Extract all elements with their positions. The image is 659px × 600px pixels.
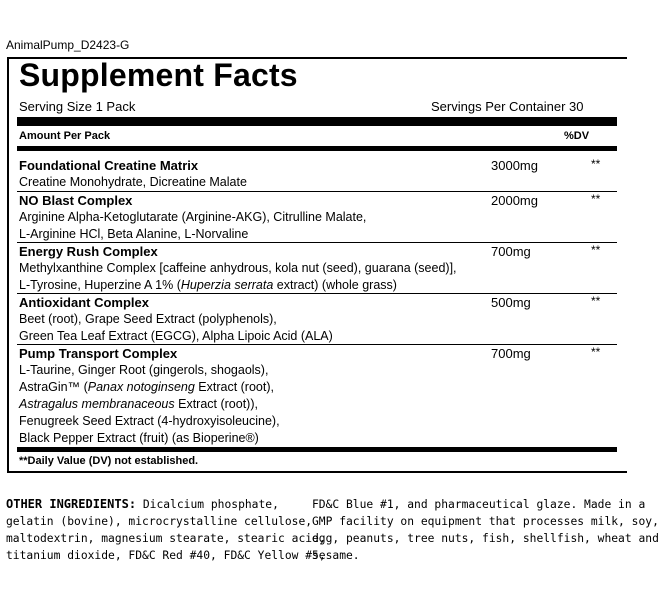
supplement-facts-panel xyxy=(7,57,627,473)
ingredients-text: sesame. xyxy=(312,549,360,562)
ingredients-text: gelatin (bovine), microcrystalline cellulose, xyxy=(6,515,313,528)
nutrient-amount: 700mg xyxy=(491,346,531,361)
botanical-name: Panax notoginseng xyxy=(87,380,195,394)
nutrient-row-no-blast xyxy=(17,191,617,242)
nutrient-ingredients: Fenugreek Seed Extract (4-hydroxyisoleucine), xyxy=(19,414,280,428)
footnote: **Daily Value (DV) not established. xyxy=(19,455,199,467)
nutrient-dv: ** xyxy=(591,157,601,171)
nutrient-amount: 2000mg xyxy=(491,193,538,208)
serving-size: Serving Size 1 Pack xyxy=(19,99,136,114)
nutrient-dv: ** xyxy=(591,192,601,206)
servings-per-container: Servings Per Container 30 xyxy=(431,99,584,114)
nutrient-row-pump-transport xyxy=(17,344,617,445)
nutrient-ingredients: Green Tea Leaf Extract (EGCG), Alpha Lipoic Acid (ALA) xyxy=(19,329,333,343)
nutrient-ingredients: Methylxanthine Complex [caffeine anhydrous, kola nut (seed), guarana (seed)], xyxy=(19,261,457,275)
dv-header: %DV xyxy=(564,130,590,142)
thick-divider xyxy=(17,117,617,126)
botanical-name: Astragalus membranaceous xyxy=(19,397,175,411)
product-code: AnimalPump_D2423-G xyxy=(6,38,130,52)
other-ingredients-label: OTHER INGREDIENTS: xyxy=(6,497,137,511)
ingredients-text: Dicalcium phosphate, xyxy=(136,498,279,511)
ingredients-text: FD&C Blue #1, and pharmaceutical glaze. Made in a xyxy=(312,498,646,511)
nutrient-name: NO Blast Complex xyxy=(19,193,133,208)
header-divider xyxy=(17,146,617,151)
bottom-divider xyxy=(17,447,617,452)
nutrient-name: Foundational Creatine Matrix xyxy=(19,158,199,173)
nutrient-ingredients: Astragalus membranaceous Extract (root)), xyxy=(19,397,258,411)
nutrient-ingredients: Creatine Monohydrate, Dicreatine Malate xyxy=(19,175,247,189)
ingredients-text: GMP facility on equipment that processes milk, soy, xyxy=(312,515,659,528)
nutrient-row-antioxidant xyxy=(17,293,617,344)
ingredients-text: maltodextrin, magnesium stearate, stearic acid, xyxy=(6,532,326,545)
nutrient-row-creatine xyxy=(17,158,617,190)
other-ingredients-right xyxy=(312,496,659,564)
other-ingredients-left xyxy=(6,496,326,564)
nutrient-row-energy-rush xyxy=(17,242,617,293)
nutrient-name: Antioxidant Complex xyxy=(19,295,150,310)
nutrient-ingredients: Black Pepper Extract (fruit) (as Bioperine®) xyxy=(19,431,259,445)
nutrient-amount: 500mg xyxy=(491,295,531,310)
nutrient-dv: ** xyxy=(591,345,601,359)
nutrient-dv: ** xyxy=(591,243,601,257)
nutrient-name: Energy Rush Complex xyxy=(19,244,158,259)
nutrient-amount: 3000mg xyxy=(491,158,538,173)
botanical-name: Huperzia serrata xyxy=(180,278,274,292)
ingredients-text: titanium dioxide, FD&C Red #40, FD&C Yellow #5, xyxy=(6,549,326,562)
nutrient-ingredients: L-Taurine, Ginger Root (gingerols, shogaols), xyxy=(19,363,269,377)
panel-title: Supplement Facts xyxy=(19,57,298,93)
nutrient-name: Pump Transport Complex xyxy=(19,346,178,361)
nutrient-dv: ** xyxy=(591,294,601,308)
nutrient-ingredients: L-Arginine HCl, Beta Alanine, L-Norvaline xyxy=(19,227,249,241)
nutrient-ingredients: Beet (root), Grape Seed Extract (polyphenols), xyxy=(19,312,277,326)
nutrient-ingredients: L-Tyrosine, Huperzine A 1% (Huperzia serrata extract) (whole grass) xyxy=(19,278,397,292)
ingredients-text: egg, peanuts, tree nuts, fish, shellfish, wheat and xyxy=(312,532,659,545)
amount-header: Amount Per Pack xyxy=(19,130,111,142)
nutrient-ingredients: Arginine Alpha-Ketoglutarate (Arginine-AKG), Citrulline Malate, xyxy=(19,210,367,224)
nutrient-amount: 700mg xyxy=(491,244,531,259)
nutrient-ingredients: AstraGin™ (Panax notoginseng Extract (root), xyxy=(19,380,274,394)
